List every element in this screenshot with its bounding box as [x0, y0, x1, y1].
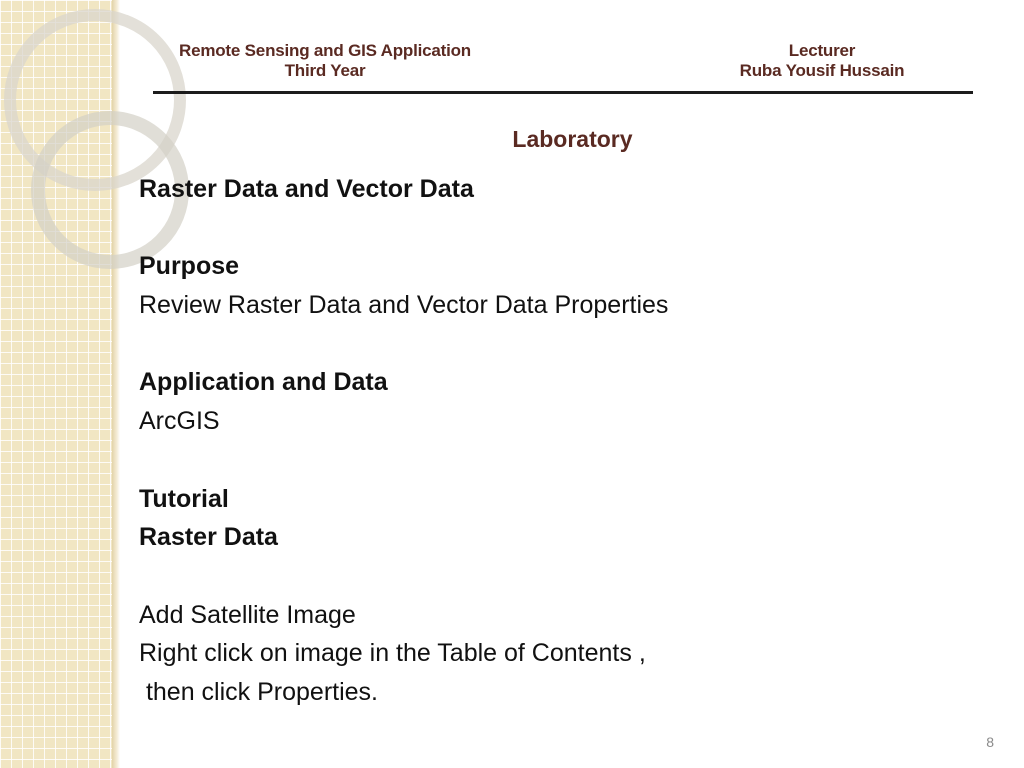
spacer: [139, 557, 979, 596]
topic-heading: Raster Data and Vector Data: [139, 175, 474, 203]
section-title: Laboratory: [512, 126, 633, 152]
spacer: [139, 325, 979, 364]
step-text: then click Properties.: [139, 678, 378, 707]
purpose-heading: Purpose: [139, 252, 240, 281]
purpose-text: Review Raster Data and Vector Data Properties: [139, 291, 669, 320]
tutorial-heading: Tutorial: [139, 484, 229, 513]
tutorial-subheading: Raster Data: [139, 523, 278, 552]
application-heading: Application and Data: [139, 368, 388, 397]
step-text: Right click on image in the Table of Contents ,: [139, 639, 646, 668]
course-year: Third Year: [284, 61, 366, 80]
spacer: [139, 441, 979, 480]
lecturer-header: [722, 41, 922, 81]
application-text: ArcGIS: [139, 407, 220, 436]
spacer: [139, 209, 979, 248]
lecturer-name: Ruba Yousif Hussain: [739, 61, 905, 80]
course-header: [140, 41, 510, 81]
header-divider: [153, 91, 973, 94]
lecturer-label: Lecturer: [788, 41, 856, 60]
slide-body: [139, 170, 979, 712]
step-text: Add Satellite Image: [139, 600, 356, 629]
page-number: 8: [986, 734, 994, 750]
course-title: Remote Sensing and GIS Application: [179, 41, 471, 60]
